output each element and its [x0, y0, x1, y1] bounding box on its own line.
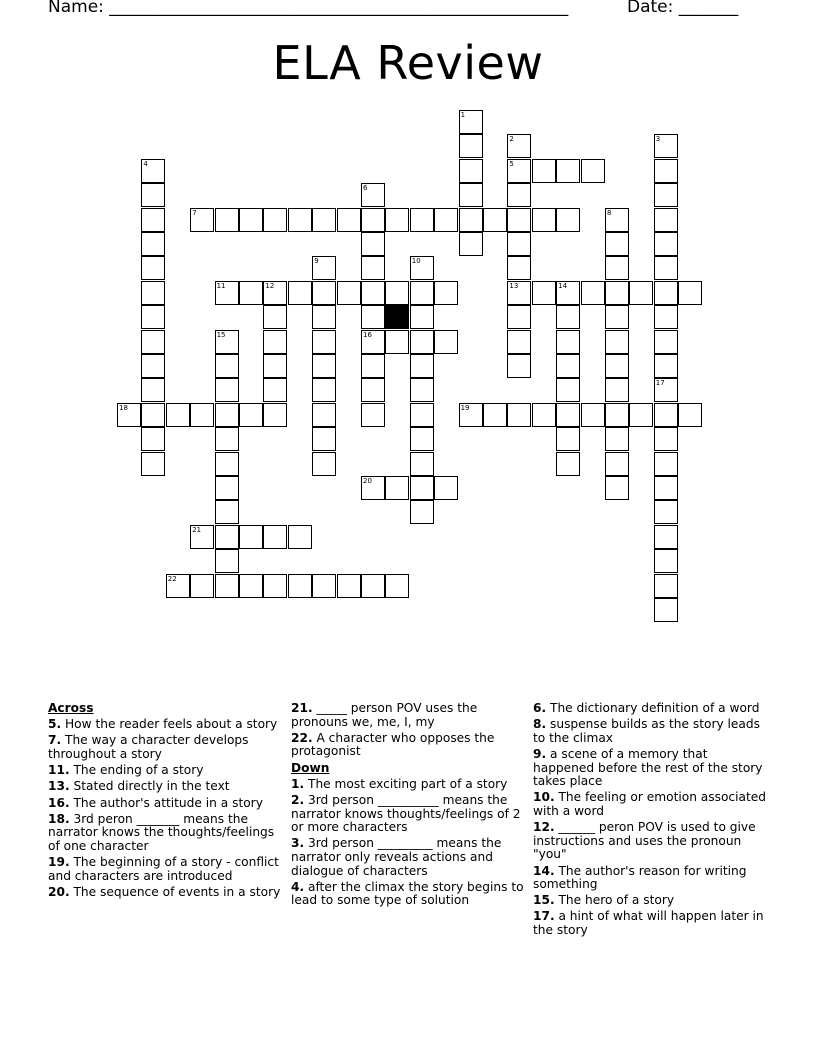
clue-across-7: [48, 734, 284, 761]
grid-cell[interactable]: [263, 354, 287, 378]
clue-number-label: 3.: [291, 836, 305, 851]
clue-number: 18: [119, 403, 128, 412]
grid-cell[interactable]: [556, 208, 580, 232]
grid-cell[interactable]: [312, 354, 336, 378]
grid-cell[interactable]: [361, 256, 385, 280]
clue-column-2: [291, 702, 527, 908]
grid-cell[interactable]: [654, 305, 678, 329]
grid-cell[interactable]: [581, 281, 605, 305]
clue-text: The author's attitude in a story: [69, 795, 263, 810]
grid-cell[interactable]: [239, 525, 263, 549]
clue-number-label: 5.: [48, 717, 62, 732]
grid-cell[interactable]: [556, 305, 580, 329]
grid-cell[interactable]: [141, 256, 165, 280]
clue-number: 21: [192, 525, 202, 534]
clue-text: 3rd person __________ means the narrator knows thoughts/feelings of 2 or more characters: [291, 792, 521, 835]
grid-cell[interactable]: [385, 281, 409, 305]
grid-cell[interactable]: [507, 256, 531, 280]
grid-cell[interactable]: [166, 403, 190, 427]
grid-cell[interactable]: [410, 500, 434, 524]
black-cell: [385, 305, 409, 329]
clue-text: The most exciting part of a story: [304, 776, 508, 791]
clue-number: 8: [607, 208, 612, 217]
clue-down-2: [291, 794, 527, 835]
clue-across-18: [48, 813, 284, 854]
grid-cell[interactable]: [507, 232, 531, 256]
grid-cell[interactable]: [263, 574, 287, 598]
grid-cell[interactable]: [556, 403, 580, 427]
clue-text: A character who opposes the protagonist: [291, 730, 495, 759]
grid-cell[interactable]: [507, 208, 531, 232]
grid-cell[interactable]: [654, 232, 678, 256]
grid-cell[interactable]: [532, 208, 556, 232]
clue-down-6: [533, 702, 769, 716]
grid-cell[interactable]: [654, 476, 678, 500]
grid-cell[interactable]: [459, 159, 483, 183]
grid-cell[interactable]: [141, 232, 165, 256]
clue-text: 3rd peron _______ means the narrator knows the thoughts/feelings of one character: [48, 811, 275, 853]
clue-text: _____ person POV uses the pronouns we, me, I, my: [291, 701, 478, 729]
clue-down-4: [291, 881, 527, 908]
clue-across-19: [48, 856, 284, 883]
grid-cell[interactable]: [507, 403, 531, 427]
clue-number: 17: [655, 379, 665, 388]
clue-across-5: [48, 718, 284, 732]
clue-text: after the climax the story begins to lead to some type of solution: [291, 879, 524, 908]
grid-cell[interactable]: [288, 281, 312, 305]
clue-number: 19: [460, 403, 470, 412]
grid-cell[interactable]: [215, 208, 239, 232]
grid-cell[interactable]: [556, 159, 580, 183]
grid-cell[interactable]: [654, 525, 678, 549]
clue-number: 16: [363, 330, 372, 339]
grid-cell[interactable]: [654, 598, 678, 622]
grid-cell[interactable]: [507, 183, 531, 207]
grid-cell[interactable]: [239, 574, 263, 598]
grid-cell[interactable]: [654, 549, 678, 573]
clue-down-10: [533, 791, 769, 818]
clue-text: The hero of a story: [554, 893, 675, 908]
clue-number: 15: [216, 330, 226, 339]
grid-cell[interactable]: [629, 403, 653, 427]
grid-cell[interactable]: [141, 452, 165, 476]
clue-text: The author's reason for writing something: [533, 863, 747, 892]
clue-column-1: [48, 702, 284, 899]
grid-cell[interactable]: [629, 281, 653, 305]
grid-cell[interactable]: [215, 574, 239, 598]
page-title: ELA Review: [272, 36, 544, 90]
grid-cell[interactable]: [459, 134, 483, 158]
grid-cell[interactable]: [385, 574, 409, 598]
grid-cell[interactable]: [410, 378, 434, 402]
grid-cell[interactable]: [215, 354, 239, 378]
grid-cell[interactable]: [361, 354, 385, 378]
clue-number-label: 2.: [291, 792, 305, 807]
grid-cell[interactable]: [141, 378, 165, 402]
clue-number-label: 17.: [533, 909, 555, 924]
grid-cell[interactable]: [190, 574, 214, 598]
grid-cell[interactable]: [605, 232, 629, 256]
clue-number: 10: [411, 257, 421, 266]
clue-number: 2: [509, 135, 514, 144]
clue-number-label: 14.: [533, 863, 555, 878]
grid-cell[interactable]: [410, 403, 434, 427]
grid-cell[interactable]: [312, 305, 336, 329]
grid-cell[interactable]: [654, 354, 678, 378]
grid-cell[interactable]: [215, 476, 239, 500]
grid-cell[interactable]: [361, 378, 385, 402]
clue-number-label: 18.: [48, 811, 70, 826]
grid-cell[interactable]: [337, 281, 361, 305]
clue-number-label: 21.: [291, 701, 313, 715]
grid-cell[interactable]: [288, 525, 312, 549]
grid-cell[interactable]: [312, 208, 336, 232]
grid-cell[interactable]: [507, 354, 531, 378]
grid-cell[interactable]: [483, 208, 507, 232]
grid-cell[interactable]: [654, 208, 678, 232]
grid-cell[interactable]: [410, 208, 434, 232]
clue-number-label: 22.: [291, 730, 313, 745]
grid-cell[interactable]: [654, 427, 678, 451]
grid-cell[interactable]: [654, 183, 678, 207]
clue-text: 3rd person _________ means the narrator only reveals actions and dialogue of characters: [291, 836, 502, 878]
clue-number-label: 10.: [533, 790, 555, 805]
clue-across-16: [48, 797, 284, 811]
down-heading: Down: [291, 760, 330, 775]
clue-text: The dictionary definition of a word: [546, 701, 760, 715]
clue-down-9: [533, 748, 769, 789]
grid-cell[interactable]: [654, 574, 678, 598]
grid-cell[interactable]: [141, 281, 165, 305]
grid-cell[interactable]: [605, 256, 629, 280]
grid-cell[interactable]: [141, 427, 165, 451]
grid-cell[interactable]: [532, 403, 556, 427]
clue-across-22: [291, 732, 527, 759]
clue-text: The way a character develops throughout a story: [48, 733, 249, 761]
grid-cell[interactable]: [361, 574, 385, 598]
grid-cell[interactable]: [215, 500, 239, 524]
grid-cell[interactable]: [263, 330, 287, 354]
grid-cell[interactable]: [605, 305, 629, 329]
grid-cell[interactable]: [337, 208, 361, 232]
grid-cell[interactable]: [507, 305, 531, 329]
grid-cell[interactable]: [312, 427, 336, 451]
grid-cell[interactable]: [459, 208, 483, 232]
grid-cell[interactable]: [654, 256, 678, 280]
grid-cell[interactable]: [556, 354, 580, 378]
grid-cell[interactable]: [654, 330, 678, 354]
clue-down-17: [533, 910, 769, 937]
clue-down-3: [291, 837, 527, 878]
grid-cell[interactable]: [654, 500, 678, 524]
grid-cell[interactable]: [410, 281, 434, 305]
clue-across-13: [48, 780, 284, 794]
grid-cell[interactable]: [556, 427, 580, 451]
grid-cell[interactable]: [410, 476, 434, 500]
grid-cell[interactable]: [605, 476, 629, 500]
grid-cell[interactable]: [312, 378, 336, 402]
grid-cell[interactable]: [434, 208, 458, 232]
grid-cell[interactable]: [605, 427, 629, 451]
grid-cell[interactable]: [532, 159, 556, 183]
grid-cell[interactable]: [312, 403, 336, 427]
grid-cell[interactable]: [263, 305, 287, 329]
clue-number-label: 19.: [48, 855, 70, 870]
grid-cell[interactable]: [654, 452, 678, 476]
grid-cell[interactable]: [434, 476, 458, 500]
clue-number: 4: [143, 159, 148, 168]
clue-down-14: [533, 865, 769, 892]
grid-cell[interactable]: [556, 378, 580, 402]
grid-cell[interactable]: [410, 305, 434, 329]
clue-text: How the reader feels about a story: [61, 717, 278, 732]
clue-text: a hint of what will happen later in the story: [533, 909, 764, 938]
grid-cell[interactable]: [215, 403, 239, 427]
grid-cell[interactable]: [654, 159, 678, 183]
grid-cell[interactable]: [141, 403, 165, 427]
grid-cell[interactable]: [361, 403, 385, 427]
grid-cell[interactable]: [605, 354, 629, 378]
grid-cell[interactable]: [288, 574, 312, 598]
grid-cell[interactable]: [337, 574, 361, 598]
grid-cell[interactable]: [312, 281, 336, 305]
grid-cell[interactable]: [605, 452, 629, 476]
grid-cell[interactable]: [556, 330, 580, 354]
grid-cell[interactable]: [581, 403, 605, 427]
grid-cell[interactable]: [190, 403, 214, 427]
grid-cell[interactable]: [483, 403, 507, 427]
clue-down-12: [533, 821, 769, 862]
grid-cell[interactable]: [239, 208, 263, 232]
clue-text: The sequence of events in a story: [69, 884, 281, 899]
clue-number: 1: [460, 111, 466, 119]
grid-cell[interactable]: [141, 183, 165, 207]
clue-number: 5: [509, 159, 514, 168]
grid-cell[interactable]: [141, 354, 165, 378]
grid-cell[interactable]: [434, 330, 458, 354]
clue-down-8: [533, 718, 769, 745]
clue-number-label: 16.: [48, 795, 70, 810]
clue-number-label: 9.: [533, 746, 547, 761]
clue-number-label: 15.: [533, 893, 555, 908]
clue-down-15: [533, 894, 769, 908]
grid-cell[interactable]: [141, 208, 165, 232]
grid-cell[interactable]: [263, 208, 287, 232]
clue-number-label: 11.: [48, 763, 70, 778]
clue-text: a scene of a memory that happened before the rest of the story takes place: [533, 746, 763, 789]
clue-number: 12: [265, 281, 275, 290]
grid-cell[interactable]: [385, 476, 409, 500]
grid-cell[interactable]: [605, 378, 629, 402]
clue-number-label: 4.: [291, 879, 305, 894]
grid-cell[interactable]: [215, 378, 239, 402]
grid-cell[interactable]: [312, 330, 336, 354]
grid-cell[interactable]: [141, 330, 165, 354]
clue-text: Stated directly in the text: [69, 779, 230, 794]
grid-cell[interactable]: [654, 281, 678, 305]
clue-text: The feeling or emotion associated with a word: [533, 790, 766, 818]
clue-number-label: 20.: [48, 884, 70, 899]
grid-cell[interactable]: [410, 330, 434, 354]
grid-cell[interactable]: [678, 403, 702, 427]
clue-down-1: [291, 778, 527, 792]
grid-cell[interactable]: [678, 281, 702, 305]
clue-text: ______ peron POV is used to give instructions and uses the pronoun "you": [533, 820, 756, 862]
clue-number-label: 1.: [291, 776, 305, 791]
grid-cell[interactable]: [239, 403, 263, 427]
clue-number: 6: [363, 184, 368, 193]
grid-cell[interactable]: [361, 208, 385, 232]
clue-number-label: 8.: [533, 717, 547, 732]
grid-cell[interactable]: [288, 208, 312, 232]
clue-number: 13: [509, 281, 519, 290]
grid-cell[interactable]: [239, 281, 263, 305]
clue-number: 7: [192, 208, 197, 217]
clue-across-21: [291, 702, 527, 729]
grid-cell[interactable]: [361, 232, 385, 256]
clue-number-label: 6.: [533, 701, 547, 715]
grid-cell[interactable]: [532, 281, 556, 305]
grid-cell[interactable]: [312, 574, 336, 598]
clue-across-20: [48, 886, 284, 900]
grid-cell[interactable]: [654, 403, 678, 427]
clue-number: 3: [655, 135, 661, 144]
grid-cell[interactable]: [141, 305, 165, 329]
clue-number-label: 12.: [533, 820, 555, 835]
clue-column-3: [533, 702, 769, 938]
date-field[interactable]: Date: _______: [627, 0, 739, 17]
grid-cell[interactable]: [215, 549, 239, 573]
grid-cell[interactable]: [312, 452, 336, 476]
grid-cell[interactable]: [263, 525, 287, 549]
clue-text: The beginning of a story - conflict and characters are introduced: [48, 855, 279, 883]
grid-cell[interactable]: [410, 427, 434, 451]
clue-number-label: 13.: [48, 779, 70, 794]
grid-cell[interactable]: [605, 403, 629, 427]
clue-text: The ending of a story: [69, 763, 204, 778]
clue-number: 14: [558, 281, 568, 290]
grid-cell[interactable]: [434, 281, 458, 305]
grid-cell[interactable]: [556, 452, 580, 476]
grid-cell[interactable]: [410, 354, 434, 378]
grid-cell[interactable]: [361, 305, 385, 329]
clue-number: 22: [167, 574, 177, 583]
name-field[interactable]: Name: ______________________________________________________: [48, 0, 569, 17]
clue-number-label: 7.: [48, 733, 62, 748]
grid-cell[interactable]: [605, 330, 629, 354]
grid-cell[interactable]: [459, 183, 483, 207]
clue-number: 9: [314, 257, 319, 266]
grid-cell[interactable]: [215, 452, 239, 476]
clue-number: 11: [216, 281, 226, 290]
clue-across-11: [48, 764, 284, 778]
across-heading: Across: [48, 701, 94, 715]
grid-cell[interactable]: [263, 403, 287, 427]
grid-cell[interactable]: [215, 427, 239, 451]
grid-cell[interactable]: [507, 330, 531, 354]
clue-text: suspense builds as the story leads to the climax: [533, 717, 760, 745]
grid-cell[interactable]: [361, 281, 385, 305]
grid-cell[interactable]: [581, 159, 605, 183]
grid-cell[interactable]: [410, 452, 434, 476]
grid-cell[interactable]: [385, 330, 409, 354]
grid-cell[interactable]: [263, 378, 287, 402]
grid-cell[interactable]: [605, 281, 629, 305]
grid-cell[interactable]: [385, 208, 409, 232]
grid-cell[interactable]: [459, 232, 483, 256]
clue-number: 20: [363, 477, 372, 485]
grid-cell[interactable]: [215, 525, 239, 549]
